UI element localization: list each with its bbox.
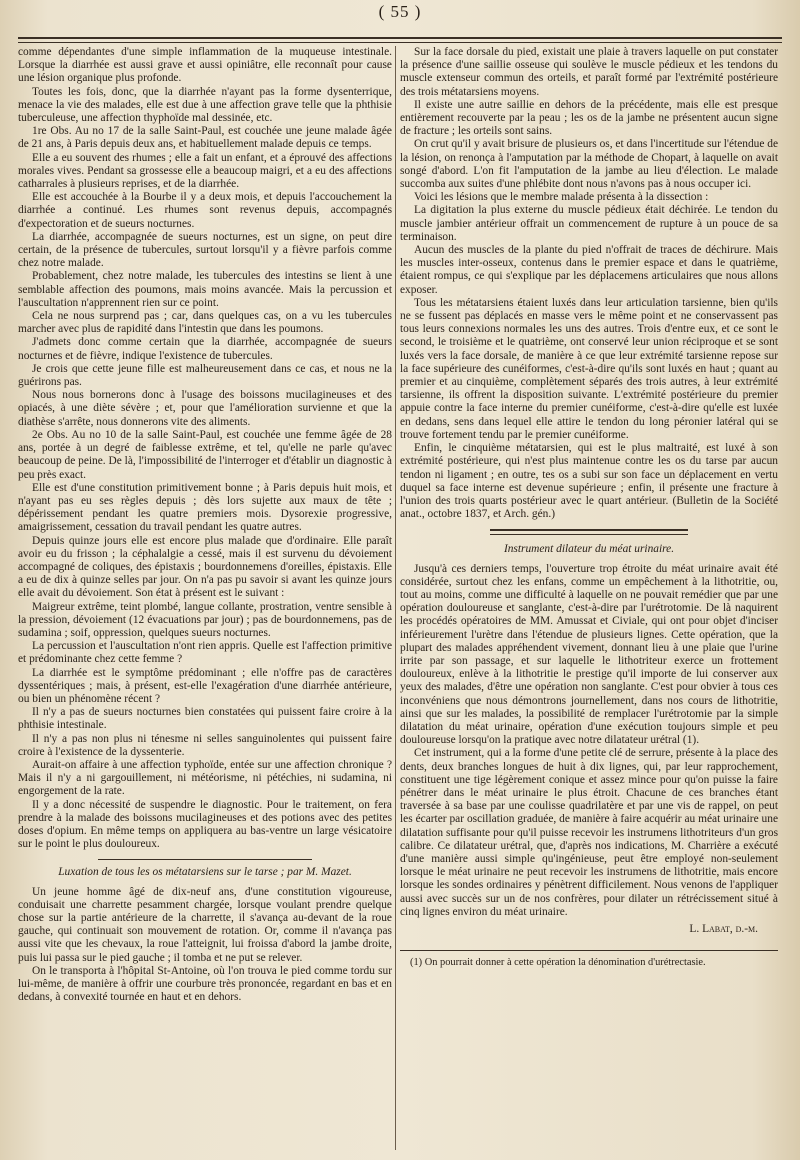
paragraph: Il y a donc nécessité de suspendre le diagnostic. Pour le traitement, on fera prendre à la malade des boissons mucilagineuses et des potions avec des petites doses d'opium. En même temps on appliquera au bas-ventre un large vésicatoire sur le point le plus douloureux. [18, 798, 392, 851]
paragraph: Toutes les fois, donc, que la diarrhée n'ayant pas la forme dysenterrique, menace la vie des malades, elle est due à une affection grave telle que la phthisie tuberculeuse, une affection thyphoïde mal dessinée, etc. [18, 85, 392, 125]
paragraph: Tous les métatarsiens étaient luxés dans leur articulation tarsienne, bien qu'ils ne se fussent pas déplacés en masse vers le même point et ne conservassent pas tous leurs connexions normales les uns des autres. Trois d'entre eux, et ce sont le second, le troisième et le quatrième, ont conservé leur union réciproque et se sont luxés vers la face dorsale, de manière à ce que leur extrémité tarsienne repose sur la face supérieure des cunéiformes, c'est-à-dire qu'ils sont luxés en haut ; quant au premier et au cinquième, complètement séparés des trois autres, à leur extrémité tarsienne, ils offrent la disposition suivante. L'extrémité postérieure du premier appuie contre la face interne du premier cunéiforme, c'est-à-dire qu'elle est luxée en dedans, sens dans lequel elle attire le tendon du long péronier latéral qui se trouve fortement tendu par le premier cunéiforme. [400, 296, 778, 441]
paragraph: Elle a eu souvent des rhumes ; elle a fait un enfant, et a éprouvé des affections morales vives. Pendant sa grossesse elle a beaucoup maigri, et a eu des affections catharrales à plusieurs reprises, et de la diarrhée. [18, 151, 392, 191]
paragraph: comme dépendantes d'une simple inflammation de la muqueuse intestinale. Lorsque la diarrhée est aussi grave et aussi opiniâtre, elle reconnaît pour cause une lésion organique plus profonde. [18, 46, 392, 85]
paragraph: Elle est d'une constitution primitivement bonne ; à Paris depuis huit mois, et n'ayant pas eu ses règles depuis ; dès lors sujette aux maux de tête ; dépérissement pendant les quatre premiers mois. Dysorexie progressive, amaigrissement, cessation du travail pendant les quatre autres. [18, 481, 392, 534]
paragraph: Je crois que cette jeune fille est malheureusement dans ce cas, et nous ne la guérirons pas. [18, 362, 392, 389]
paragraph: Maigreur extrême, teint plombé, langue collante, prostration, ventre sensible à la pression, dévoiement (12 évacuations par jour) ; pas de bourdonnemens, pas de sudamina ; soif, oppression, quelques sueurs nocturnes. [18, 600, 392, 639]
footnote-rule [400, 950, 778, 951]
author-signature: L. Labat, d.-m. [689, 923, 758, 935]
paragraph: 2e Obs. Au no 10 de la salle Saint-Paul, est couchée une femme âgée de 28 ans, portée à un degré de faiblesse extrême, et tel, qu'elle ne parle qu'avec beaucoup de peine. De là, l'impossibilité de l'interroger et d'établir un diagnostic à peu près exact. [18, 428, 392, 481]
page-number: ( 55 ) [378, 2, 422, 21]
paragraph: 1re Obs. Au no 17 de la salle Saint-Paul, est couchée une jeune malade âgée de 21 ans, à Paris depuis deux ans, et habituellement malade depuis ce temps. [18, 125, 392, 151]
article-heading-instrument: Instrument dilateur du méat urinaire. [503, 543, 675, 556]
paragraph: Aurait-on affaire à une affection typhoïde, entée sur une affection chronique ? Mais il n'y a ni gargouillement, ni météorisme, ni pétéchies, ni sudamina, ni engorgement de la rate. [18, 758, 392, 798]
article-heading-luxation: Luxation de tous les os métatarsiens sur le tarse ; par M. Mazet. [58, 866, 352, 879]
paragraph: Depuis quinze jours elle est encore plus malade que d'ordinaire. Elle paraît avoir eu du frisson ; la céphalalgie a cessé, mais il est survenu du dévoiement accompagné de coliques, des épistaxis ; bourdonnemens d'oreilles, épistaxis. Elle a eu de dix à quinze selles par jour. On n'a pas pu savoir si avant les quinze jours elle avait du dévoiement. Son état à présent est le suivant : [18, 534, 392, 600]
paragraph: Il n'y a pas de sueurs nocturnes bien constatées qui puissent faire croire à la phthisie intestinale. [18, 706, 392, 732]
top-rule [18, 37, 782, 43]
paragraph: Aucun des muscles de la plante du pied n'offrait de traces de déchirure. Mais les muscles inter-osseux, contenus dans le premier espace et dans le quatrième, étaient rompus, ce qui s'explique par les déplacemens articulaires que nous allons exposer. [400, 244, 778, 296]
paragraph: Enfin, le cinquième métatarsien, qui est le plus maltraité, est luxé à son extrémité postérieure, qui n'est plus maintenue contre les os du tarse par aucun tendon ni ligament ; en outre, tes os a subi sur son face un déplacement en vertu duquel sa face interne est devenue supérieure ; enfin, il présente une fracture à l'union des trois quarts postérieur avec le quart antérieur. (Bulletin de la Société anat., octobre 1837, et Arch. gén.) [400, 442, 778, 521]
paragraph: Elle est accouchée à la Bourbe il y a deux mois, et depuis l'accouchement la diarrhée a continué. Les rhumes sont revenus depuis, accompagnés d'expectoration et de sueurs nocturnes. [18, 191, 392, 230]
right-column [400, 46, 778, 1154]
section-separator [490, 529, 688, 535]
paragraph: Probablement, chez notre malade, les tubercules des intestins se lient à une semblable affection des poumons, mais moins avancée. Mais la percussion et l'auscultation n'apprennent rien sur ce point. [18, 270, 392, 309]
paragraph: On le transporta à l'hôpital St-Antoine, où l'on trouva le pied comme tordu sur lui-même, de manière à offrir une courbure très prononcée, regardant en bas et en dedans, à convexité tournée en haut et en dehors. [18, 964, 392, 1004]
section-separator [98, 859, 312, 860]
paragraph: Il n'y a pas non plus ni ténesme ni selles sanguinolentes qui puissent faire croire à l'existence de la dyssenterie. [18, 732, 392, 758]
paragraph: J'admets donc comme certain que la diarrhée, accompagnée de sueurs nocturnes et de fièvre, indique l'existence de tubercules. [18, 336, 392, 362]
paragraph: Sur la face dorsale du pied, existait une plaie à travers laquelle on put constater la présence d'une saillie osseuse qui soulève le muscle pédieux et les tendons du muscle extenseur commun des orteils, et paraît formé par l'extrémité postérieure des trois métatarsiens moyens. [400, 46, 778, 98]
paragraph: La diarrhée est le symptôme prédominant ; elle n'offre pas de caractères dyssentériques ; mais, à présent, est-elle l'exagération d'une diarrhée antérieure, ou bien un phénomène récent ? [18, 666, 392, 705]
paragraph: Cet instrument, qui a la forme d'une petite clé de serrure, présente à la place des dents, deux branches longues de huit à dix lignes, qui, par leur rapprochement, constituent une tige légèrement conique et assez mince pour qu'on puisse la faire pénétrer dans le méat urinaire le plus étroit. Chacune de ces branches étant traversée à sa base par une coulisse quadrilatère et par une vis de rappel, on peut les écarter par oscillation graduée, de manière à faire acquérir au méat urinaire une dilatation suffisante pour qu'il puisse recevoir les instrumens lithotriteurs d'un gros calibre. Ce dilatateur urétral, que, d'après nos indications, M. Charrière a exécuté d'une manière aussi simple qu'ingénieuse, peut être employé non-seulement lorsque le méat urinaire ne peut recevoir les instrumens de lithotritie, mais encore lorsque les sondes ordinaires y pénètrent difficilement. Nous venons de l'appliquer aussi avec succès sur un de nos confrères, pour dilater un rétrécissement situé à cinq lignes environ du méat urinaire. [400, 747, 778, 918]
paragraph: Voici les lésions que le membre malade présenta à la dissection : [414, 191, 709, 204]
left-column [18, 46, 392, 1154]
paragraph: La diarrhée, accompagnée de sueurs nocturnes, est un signe, on peut dire certain, de la présence de tubercules, surtout lorsqu'il y a fièvre parfois comme chez notre malade. [18, 230, 392, 270]
paragraph: On crut qu'il y avait brisure de plusieurs os, et dans l'incertitude sur l'étendue de la lésion, on renonça à l'amputation par la méthode de Chopart, à laquelle on avait songé d'abord. L'on fit l'amputation de la jambe au lieu d'élection. Le malade succomba aux suites d'une phlébite dont nous n'avons pas à nous occuper ici. [400, 138, 778, 191]
paragraph: Un jeune homme âgé de dix-neuf ans, d'une constitution vigoureuse, conduisait une charrette pesamment chargée, lorsque voulant prendre quelque chose sur la partie antérieure de la charrette, il s'avança au-devant de la roue gauche, qui continuait son mouvement de rotation. Or, comme il n'avança pas aussi vite que les chevaux, la roue l'atteignit, lui froissa d'abord la jambe droite, puis lui passa sur le pied gauche ; il tomba et ne put se relever. [18, 885, 392, 964]
footnote: (1) On pourrait donner à cette opération la dénomination d'urétrectasie. [410, 957, 706, 969]
paragraph: Jusqu'à ces derniers temps, l'ouverture trop étroite du méat urinaire avait été considérée, surtout chez les enfans, comme un empêchement à la lithotritie, ou, tout au moins, comme une difficulté à laquelle on ne pouvait remédier que par une opération douloureuse et sanglante, c'est-à-dire par l'urétrotomie. De là naquirent les procédés opératoires de MM. Amussat et Civiale, qui ont pour objet d'inciser inférieurement l'urètre dans l'étendue de plusieurs lignes. Cette opération, que la plupart des malades appréhendent vivement, donnant lieu à une plaie que l'urine irrite par son passage, et sur laquelle le lithotriteur exerce un frottement douloureux, enlève à la lithotritie le prestige qu'il importe de lui conserver aux yeux des malades, d'être une opération non sanglante. C'est pour obvier à tous ces inconvéniens que nous démontrons journellement, dans nos cours de lithotritie, ainsi que sur les malades, la possibilité de remplacer l'urétrotomie par la simple dilatation du méat urinaire, opération d'une exécution toujours simple et peu douloureuse lorsqu'on la pratique avec notre dilatateur urétral (1). [400, 562, 778, 747]
paragraph: Cela ne nous surprend pas ; car, dans quelques cas, on a vu les tubercules marcher avec plus de rapidité dans l'intestin que dans les poumons. [18, 310, 392, 336]
paragraph: La digitation la plus externe du muscle pédieux était déchirée. Le tendon du muscle jambier antérieur offrait un commencement de rupture à un pouce de sa terminaison. [400, 204, 778, 243]
paragraph: La percussion et l'auscultation n'ont rien appris. Quelle est l'affection primitive et prédominante chez cette femme ? [18, 640, 392, 666]
column-divider [395, 46, 396, 1150]
paragraph: Il existe une autre saillie en dehors de la précédente, mais elle est presque entièrement recouverte par la peau ; les os de la jambe ne présentent aucun signe de fracture ; les orteils sont sains. [400, 98, 778, 138]
paragraph: Nous nous bornerons donc à l'usage des boissons mucilagineuses et des opiacés, à une diète sévère ; et, pour que l'amélioration survienne et que la diathèse s'arrête, nous donnerons vite des aliments. [18, 389, 392, 428]
